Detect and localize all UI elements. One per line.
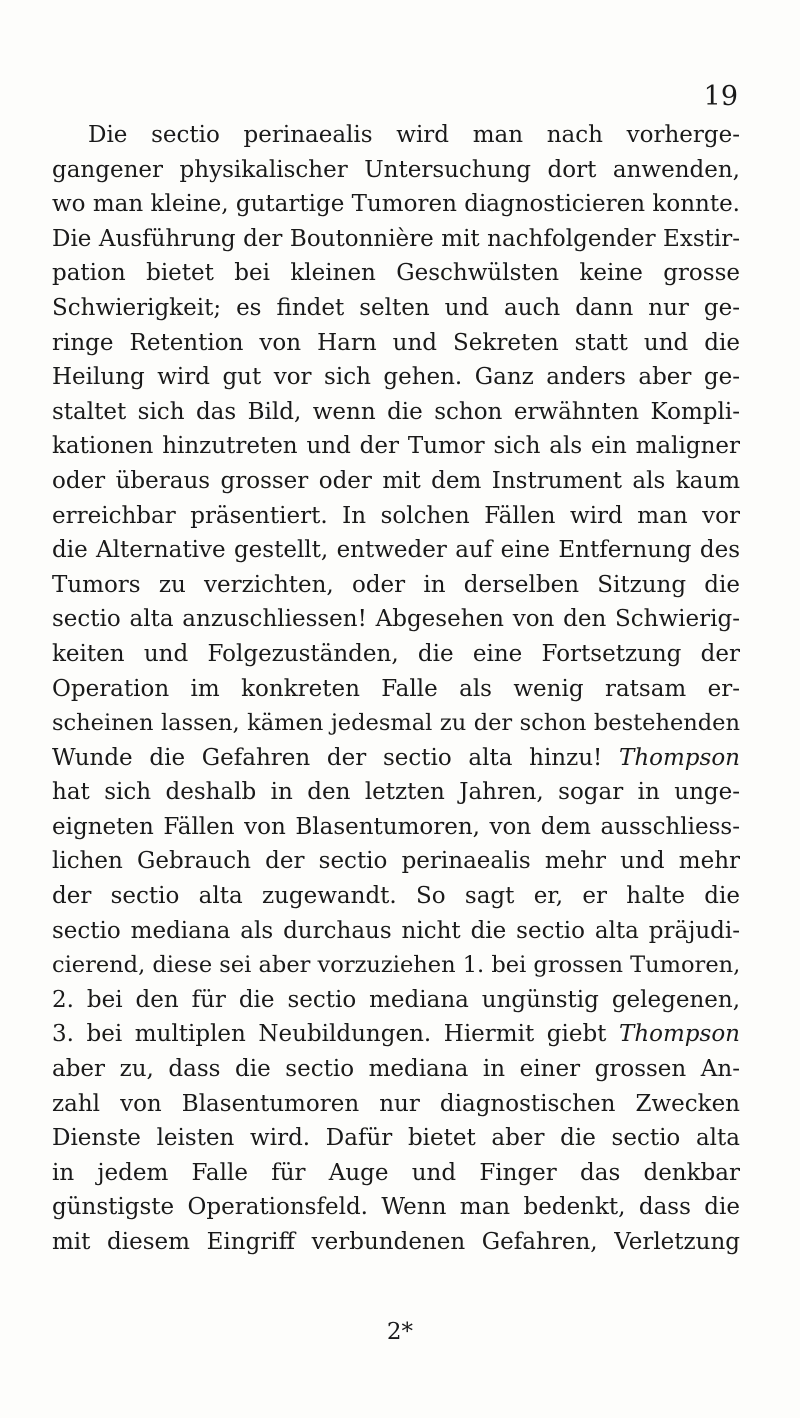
author-name-thompson: Thompson: [619, 744, 740, 771]
text-line: gangener physikalischer Untersuchung dort anwenden,: [52, 156, 740, 183]
text-line: Schwierigkeit; es findet selten und auch dann nur ge-: [52, 294, 740, 321]
text-line: der sectio alta zugewandt. So sagt er, er halte die: [52, 883, 740, 910]
text-line: staltet sich das Bild, wenn die schon erwähnten Kompli-: [52, 398, 740, 425]
text-line: sectio alta anzuschliessen! Abgesehen von den Schwierig-: [52, 606, 740, 633]
text-line: zahl von Blasentumoren nur diagnostischen Zwecken: [52, 1090, 740, 1117]
text-line: sectio mediana als durchaus nicht die sectio alta präjudi-: [52, 917, 740, 944]
text-line-with-italic-name: 3. bei multiplen Neubildungen. Hiermit giebt Thompson: [52, 1021, 740, 1048]
text-line: Die Ausführung der Boutonnière mit nachfolgender Exstir-: [52, 225, 740, 252]
text-line: eigneten Fällen von Blasentumoren, von dem ausschliess-: [52, 813, 740, 840]
page-number: 19: [703, 81, 738, 112]
text-line: Operation im konkreten Falle als wenig ratsam er-: [52, 675, 740, 702]
text-line: Heilung wird gut vor sich gehen. Ganz anders aber ge-: [52, 364, 740, 391]
text-line: Tumors zu verzichten, oder in derselben Sitzung die: [52, 571, 740, 598]
text-line: in jedem Falle für Auge und Finger das denkbar: [52, 1159, 740, 1186]
text-line: oder überaus grosser oder mit dem Instrument als kaum: [52, 467, 740, 494]
text-line: wo man kleine, gutartige Tumoren diagnosticieren konnte.: [52, 191, 740, 218]
text-line: kationen hinzutreten und der Tumor sich als ein maligner: [52, 433, 740, 460]
text-line: mit diesem Eingriff verbundenen Gefahren, Verletzung: [52, 1229, 740, 1255]
body-paragraph: [52, 118, 740, 1260]
text-line-with-italic-name: Wunde die Gefahren der sectio alta hinzu! Thompson: [52, 744, 740, 771]
text-line: lichen Gebrauch der sectio perinaealis mehr und mehr: [52, 848, 740, 875]
text-line: aber zu, dass die sectio mediana in einer grossen An-: [52, 1056, 740, 1083]
text-line: pation bietet bei kleinen Geschwülsten keine grosse: [52, 260, 740, 287]
text-line: 2. bei den für die sectio mediana ungünstig gelegenen,: [52, 986, 740, 1013]
text-line: günstigste Operationsfeld. Wenn man bedenkt, dass die: [52, 1194, 740, 1221]
text-line: erreichbar präsentiert. In solchen Fällen wird man vor: [52, 502, 740, 529]
author-name-thompson: Thompson: [619, 1021, 740, 1048]
text-line: cierend, diese sei aber vorzuziehen 1. bei grossen Tumoren,: [52, 952, 741, 979]
text-line: ringe Retention von Harn und Sekreten statt und die: [52, 329, 740, 356]
text-line: scheinen lassen, kämen jedesmal zu der schon bestehenden: [52, 710, 740, 737]
text-line: Die sectio perinaealis wird man nach vorherge-: [88, 122, 740, 148]
text-line: keiten und Folgezuständen, die eine Fortsetzung der: [52, 640, 740, 667]
signature-mark: 2*: [386, 1319, 414, 1345]
text-line: die Alternative gestellt, entweder auf eine Entfernung des: [52, 537, 740, 564]
text-line: Dienste leisten wird. Dafür bietet aber die sectio alta: [52, 1125, 740, 1152]
text-line: hat sich deshalb in den letzten Jahren, sogar in unge-: [52, 779, 740, 806]
